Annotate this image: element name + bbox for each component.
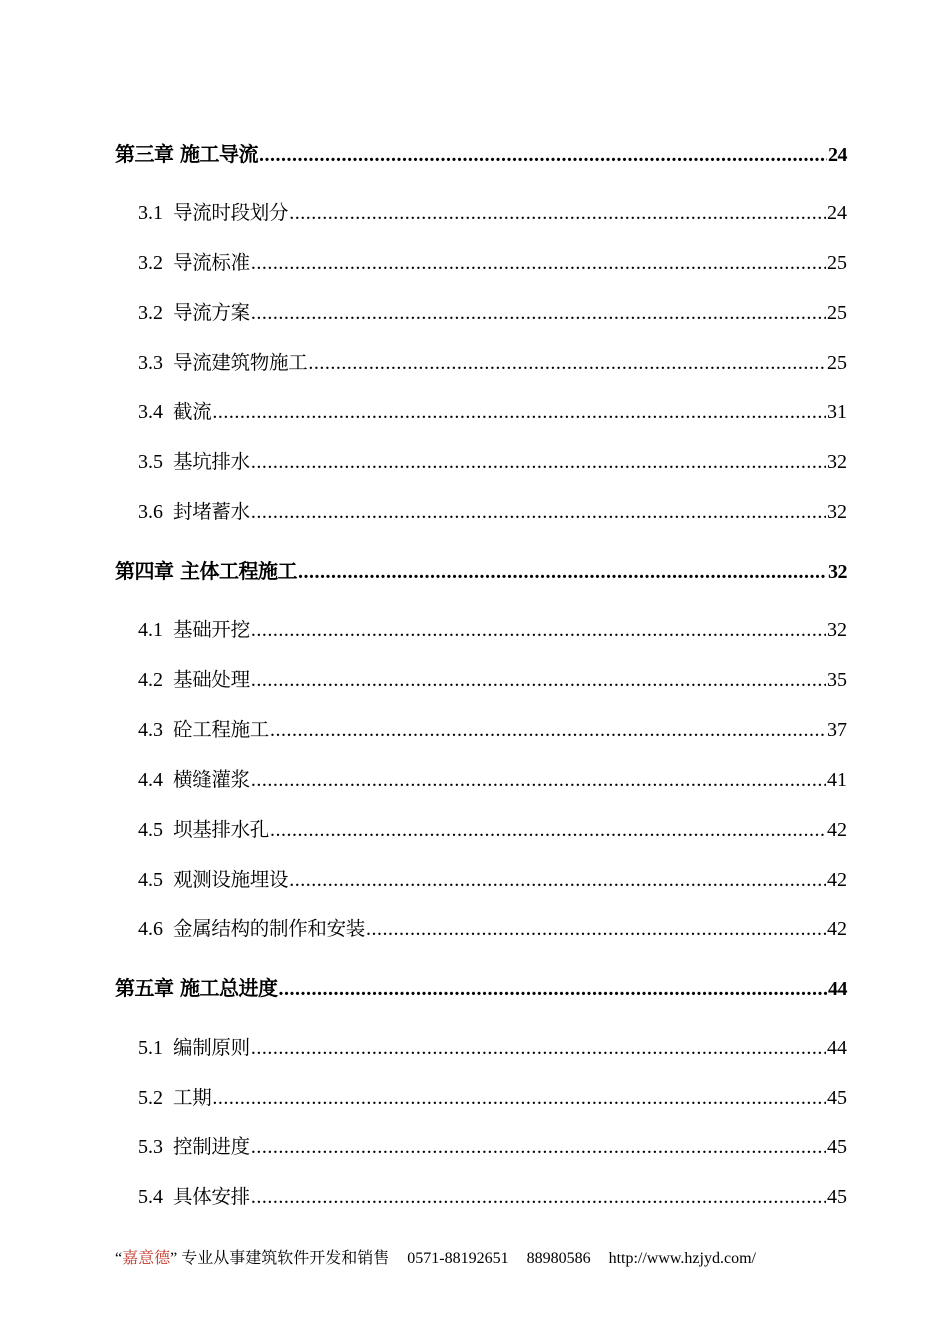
- dot-leader: [251, 769, 826, 792]
- dot-leader: [308, 352, 826, 375]
- toc-section-4-3[interactable]: [138, 714, 847, 742]
- dot-leader: [251, 619, 826, 642]
- dot-leader: [251, 1136, 826, 1159]
- toc-page-number: 25: [827, 252, 847, 274]
- toc-page-number: 24: [827, 202, 847, 224]
- toc-page-number: 45: [827, 1186, 847, 1208]
- toc-section-title: 导流方案: [173, 301, 250, 324]
- dot-leader: [270, 719, 826, 742]
- toc-page-number: 31: [827, 401, 847, 423]
- toc-chapter-4[interactable]: [115, 555, 847, 584]
- dot-leader: [251, 451, 826, 474]
- dot-leader: [298, 561, 827, 584]
- toc-section-title: 截流: [173, 400, 212, 423]
- toc-page-number: 32: [827, 501, 847, 523]
- toc-section-4-5a[interactable]: [138, 814, 847, 842]
- footer-phone-2: 88980586: [526, 1250, 591, 1267]
- toc-section-number: 3.1: [138, 202, 163, 224]
- toc-section-5-4[interactable]: [138, 1181, 847, 1209]
- dot-leader: [289, 869, 826, 892]
- toc-section-3-3[interactable]: [138, 347, 847, 375]
- toc-section-number: 3.6: [138, 501, 163, 523]
- toc-section-number: 4.4: [138, 769, 163, 791]
- toc-chapter-title: 第四章 主体工程施工: [115, 559, 297, 583]
- dot-leader: [212, 401, 826, 424]
- toc-section-title: 控制进度: [173, 1135, 250, 1158]
- toc-section-number: 4.2: [138, 669, 163, 691]
- toc-section-number: 4.5: [138, 869, 163, 891]
- toc-page-number: 44: [827, 1037, 847, 1059]
- toc-section-4-5b[interactable]: [138, 864, 847, 892]
- toc-section-5-1[interactable]: [138, 1032, 847, 1060]
- toc-section-title: 导流建筑物施工: [173, 351, 308, 374]
- toc-chapter-title: 第三章 施工导流: [115, 142, 258, 166]
- dot-leader: [251, 252, 826, 275]
- dot-leader: [212, 1087, 826, 1110]
- toc-section-3-5[interactable]: [138, 446, 847, 474]
- toc-section-number: 4.3: [138, 719, 163, 741]
- toc-section-title: 工期: [173, 1086, 212, 1109]
- toc-section-number: 3.2: [138, 302, 163, 324]
- footer-url-link[interactable]: http://www.hzjyd.com/: [608, 1250, 756, 1267]
- dot-leader: [251, 669, 826, 692]
- toc-page-number: 44: [828, 978, 847, 1000]
- toc-page-number: 41: [827, 769, 847, 791]
- toc-page-number: 32: [828, 561, 847, 583]
- toc-section-title: 观测设施埋设: [173, 868, 289, 891]
- toc-section-4-2[interactable]: [138, 664, 847, 692]
- toc-section-title: 导流时段划分: [173, 201, 289, 224]
- toc-chapter-5[interactable]: [115, 972, 847, 1001]
- dot-leader: [289, 202, 826, 225]
- dot-leader: [259, 144, 827, 167]
- dot-leader: [251, 1037, 826, 1060]
- dot-leader: [366, 918, 826, 941]
- toc-page-number: 37: [827, 719, 847, 741]
- dot-leader: [251, 501, 826, 524]
- toc-page-number: 32: [827, 619, 847, 641]
- toc-section-number: 5.3: [138, 1136, 163, 1158]
- toc-chapter-title: 第五章 施工总进度: [115, 976, 278, 1000]
- toc-page-number: 45: [827, 1136, 847, 1158]
- toc-section-3-2b[interactable]: [138, 297, 847, 325]
- toc-section-number: 3.4: [138, 401, 163, 423]
- toc-section-3-4[interactable]: [138, 396, 847, 424]
- toc-section-4-6[interactable]: [138, 913, 847, 941]
- toc-section-title: 坝基排水孔: [173, 818, 270, 841]
- toc-section-title: 导流标准: [173, 251, 250, 274]
- toc-page-number: 32: [827, 451, 847, 473]
- toc-section-title: 基坑排水: [173, 450, 250, 473]
- footer-phone-1: 0571-88192651: [407, 1250, 509, 1267]
- toc-page-number: 42: [827, 918, 847, 940]
- toc-section-title: 封堵蓄水: [173, 500, 250, 523]
- toc-section-number: 3.2: [138, 252, 163, 274]
- toc-section-title: 编制原则: [173, 1036, 250, 1059]
- toc-section-number: 3.5: [138, 451, 163, 473]
- footer-quote-open: “: [115, 1250, 123, 1267]
- footer-quote-close: ”: [170, 1250, 178, 1267]
- toc-section-5-3[interactable]: [138, 1131, 847, 1159]
- toc-section-3-1[interactable]: [138, 197, 847, 225]
- dot-leader: [251, 302, 826, 325]
- toc-page-number: 25: [827, 302, 847, 324]
- toc-section-number: 4.1: [138, 619, 163, 641]
- toc-section-5-2[interactable]: [138, 1082, 847, 1110]
- dot-leader: [251, 1186, 826, 1209]
- toc-page-number: 45: [827, 1087, 847, 1109]
- toc-section-4-1[interactable]: [138, 614, 847, 642]
- toc-section-number: 5.1: [138, 1037, 163, 1059]
- toc-section-3-6[interactable]: [138, 496, 847, 524]
- toc-section-title: 基础处理: [173, 668, 250, 691]
- toc-page-number: 42: [827, 819, 847, 841]
- toc-section-title: 横缝灌浆: [173, 768, 250, 791]
- dot-leader: [270, 819, 826, 842]
- toc-section-title: 基础开挖: [173, 618, 250, 641]
- toc-page-number: 25: [827, 352, 847, 374]
- page-footer: [115, 1245, 756, 1268]
- toc-section-title: 具体安排: [173, 1185, 250, 1208]
- toc-section-number: 3.3: [138, 352, 163, 374]
- toc-section-number: 5.2: [138, 1087, 163, 1109]
- toc-section-4-4[interactable]: [138, 764, 847, 792]
- toc-page-number: 42: [827, 869, 847, 891]
- footer-brand: 嘉意德: [122, 1250, 171, 1267]
- toc-section-number: 4.6: [138, 918, 163, 940]
- toc-section-3-2a[interactable]: [138, 247, 847, 275]
- footer-slogan: 专业从事建筑软件开发和销售: [181, 1250, 390, 1267]
- toc-section-title: 金属结构的制作和安装: [173, 917, 366, 940]
- toc-page-number: 24: [828, 144, 847, 166]
- toc-section-title: 砼工程施工: [173, 718, 270, 741]
- toc-page-number: 35: [827, 669, 847, 691]
- toc-chapter-3[interactable]: [115, 138, 847, 167]
- dot-leader: [278, 978, 827, 1001]
- toc-section-number: 5.4: [138, 1186, 163, 1208]
- toc-section-number: 4.5: [138, 819, 163, 841]
